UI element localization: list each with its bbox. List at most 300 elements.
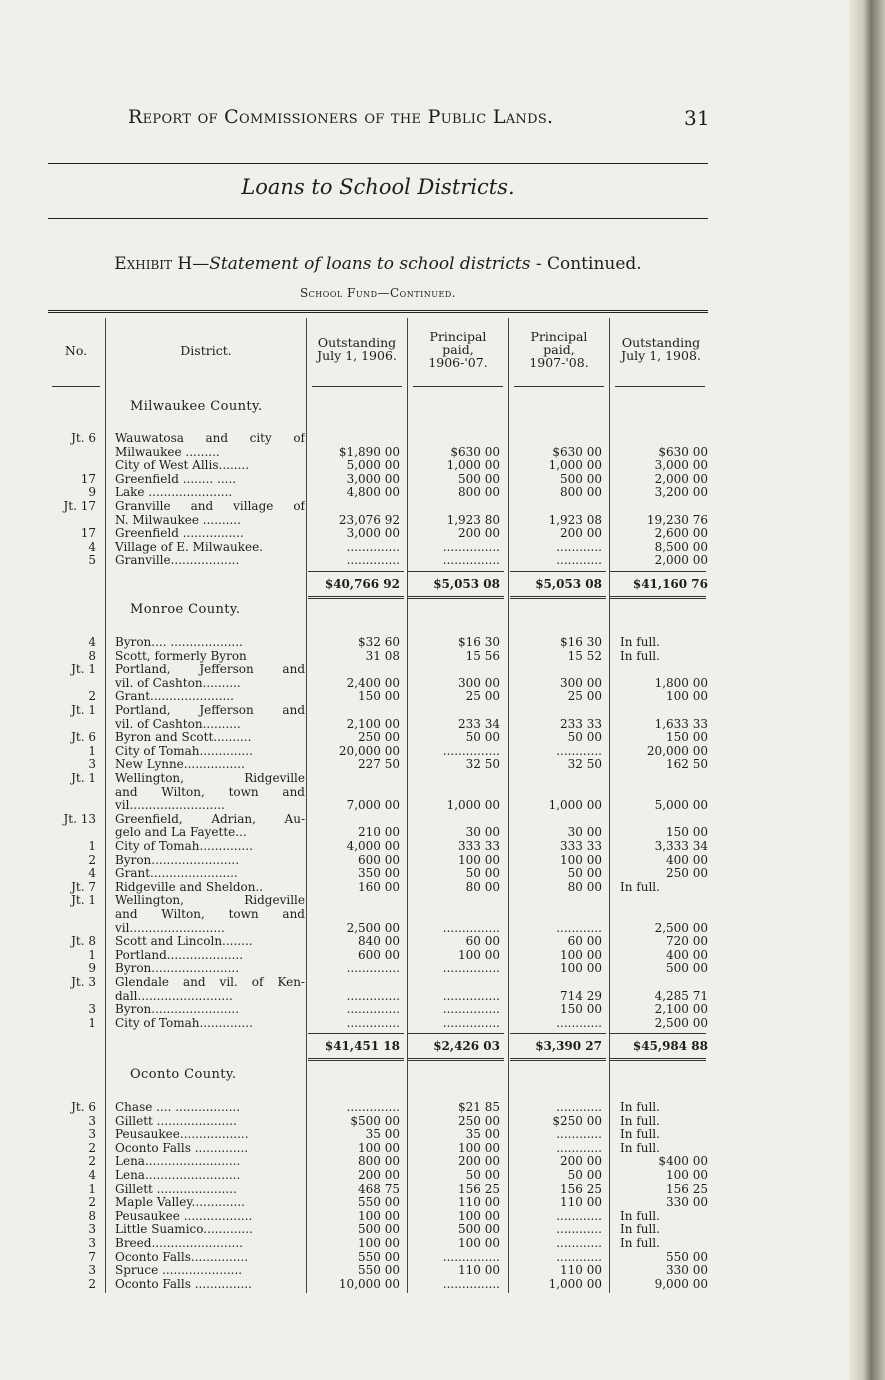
outstanding-1906: $500 00 (350, 1113, 400, 1128)
district-name: Peusaukee .................. (115, 1209, 253, 1223)
outstanding-1908: 330 00 (666, 1263, 708, 1278)
total-paid-1906-07: $2,426 03 (433, 1039, 500, 1054)
district-name: Oconto Falls .............. (115, 1141, 249, 1155)
outstanding-1908: 9,000 00 (654, 1276, 708, 1291)
district-name: Byron....................... (115, 962, 240, 976)
total-double-rule (408, 596, 504, 600)
district-number: 2 (88, 1154, 96, 1169)
section-rule (48, 218, 708, 219)
total-paid-1907-08: $5,053 08 (535, 577, 602, 591)
outstanding-1906: 2,400 00 (346, 675, 400, 690)
district-name: N. Milwaukee .......... (115, 513, 241, 527)
total-outstanding-1906: $41,451 18 (324, 1039, 400, 1054)
principal-paid-1907-08: 1,923 08 (548, 512, 602, 527)
col-header-out-1906: Outstanding July 1, 1906. (317, 335, 397, 363)
district-name: Little Suamico............. (115, 1223, 253, 1237)
outstanding-1908: 400 00 (666, 852, 708, 867)
principal-paid-1907-08: 15 52 (567, 648, 602, 663)
outstanding-1908: In full. (620, 1236, 660, 1250)
outstanding-1908: 3,333 34 (654, 839, 708, 853)
col-header-district: District. (180, 343, 232, 358)
principal-paid-1907-08: ............ (556, 1222, 602, 1237)
principal-paid-1906-07: 60 00 (465, 934, 500, 949)
district-name: Lena......................... (115, 1155, 241, 1169)
outstanding-1908: In full. (620, 879, 660, 894)
outstanding-1908: 2,500 00 (654, 1015, 708, 1030)
total-rule (308, 571, 404, 572)
principal-paid-1906-07: 50 00 (465, 866, 500, 881)
district-number: 1 (88, 1181, 96, 1196)
district-name: Ridgeville and Sheldon.. (115, 880, 264, 894)
total-outstanding-1908: $41,160 76 (632, 577, 708, 591)
outstanding-1908: 3,000 00 (654, 458, 708, 473)
principal-paid-1907-08: $630 00 (552, 444, 602, 459)
outstanding-1908: 330 00 (666, 1195, 708, 1210)
district-number: 5 (88, 553, 96, 568)
principal-paid-1907-08: ............ (556, 1140, 602, 1155)
table-top-rule (48, 310, 708, 315)
principal-paid-1907-08: 800 00 (560, 485, 602, 500)
outstanding-1908: 4,285 71 (654, 988, 708, 1003)
outstanding-1906: 350 00 (358, 866, 400, 881)
outstanding-1908: $630 00 (658, 444, 708, 459)
principal-paid-1907-08: ............ (556, 1249, 602, 1264)
district-name: Scott, formerly Byron (115, 649, 247, 663)
principal-paid-1907-08: 150 00 (560, 1002, 602, 1017)
principal-paid-1906-07: $630 00 (450, 444, 500, 459)
district-name: Wellington, Ridgeville (115, 894, 305, 908)
outstanding-1906: 7,000 00 (346, 798, 400, 813)
col-header-no: No. (64, 343, 88, 358)
outstanding-1906: 100 00 (358, 1236, 400, 1250)
principal-paid-1906-07: $16 30 (458, 635, 500, 649)
outstanding-1908: 5,000 00 (654, 798, 708, 813)
district-number: 4 (88, 866, 96, 881)
outstanding-1908: In full. (620, 1100, 660, 1114)
outstanding-1906: 35 00 (365, 1127, 400, 1142)
district-name: Glendale and vil. of Ken- (115, 976, 305, 989)
district-name: Byron....................... (115, 1003, 240, 1017)
outstanding-1908: 8,500 00 (654, 539, 708, 554)
district-number: Jt. 6 (71, 730, 96, 745)
outstanding-1906: .............. (346, 1002, 400, 1017)
district-number: 7 (88, 1249, 96, 1264)
district-name: vil......................... (115, 921, 225, 935)
district-name: vil. of Cashton.......... (115, 717, 241, 731)
outstanding-1906: .............. (346, 961, 400, 976)
outstanding-1908: 400 00 (666, 947, 708, 962)
district-name: Milwaukee ......... (115, 445, 220, 459)
district-number: 3 (88, 1222, 96, 1237)
column-divider (105, 318, 106, 1293)
district-name: Lena......................... (115, 1169, 241, 1182)
fund-heading: School Fund—Continued. (299, 286, 457, 300)
district-number: Jt. 1 (71, 893, 96, 908)
outstanding-1906: 5,000 00 (346, 458, 400, 473)
running-header (128, 106, 710, 128)
column-divider (306, 318, 307, 1293)
outstanding-1906: 10,000 00 (338, 1276, 400, 1291)
district-name: Gillett ..................... (115, 1114, 237, 1128)
total-outstanding-1908: $45,984 88 (632, 1039, 708, 1054)
total-double-rule (510, 1058, 606, 1062)
district-name: Scott and Lincoln........ (115, 935, 253, 949)
principal-paid-1907-08: ............ (556, 920, 602, 935)
total-double-rule (308, 596, 404, 600)
district-name: New Lynne................ (115, 758, 245, 772)
outstanding-1906: $1,890 00 (338, 444, 400, 459)
principal-paid-1906-07: 156 25 (458, 1181, 500, 1196)
total-paid-1907-08: $3,390 27 (535, 1039, 602, 1054)
district-name: Spruce ..................... (115, 1264, 243, 1278)
outstanding-1906: .............. (346, 553, 400, 568)
principal-paid-1907-08: 200 00 (560, 526, 602, 541)
district-name: Oconto Falls............... (115, 1250, 249, 1264)
outstanding-1906: .............. (346, 1100, 400, 1114)
principal-paid-1907-08: 80 00 (567, 879, 602, 894)
total-double-rule (510, 596, 606, 600)
header-underline (514, 386, 604, 387)
district-name: Byron and Scott.......... (115, 731, 252, 745)
district-number: 3 (88, 1113, 96, 1128)
exhibit-dash: — (192, 254, 210, 274)
outstanding-1906: .............. (346, 988, 400, 1003)
principal-paid-1907-08: 100 00 (560, 961, 602, 976)
principal-paid-1906-07: 1,000 00 (446, 798, 500, 813)
principal-paid-1906-07: 200 00 (458, 526, 500, 541)
district-name: City of Tomah.............. (115, 1016, 253, 1030)
outstanding-1906: 2,100 00 (346, 716, 400, 731)
outstanding-1908: $400 00 (658, 1154, 708, 1169)
district-number: Jt. 6 (71, 1100, 96, 1114)
district-name: Greenfield ........ ..... (115, 472, 237, 486)
outstanding-1906: 4,000 00 (346, 839, 400, 853)
section-title: Loans to School Districts. (241, 175, 515, 199)
principal-paid-1907-08: ............ (556, 743, 602, 758)
district-name: Grant....................... (115, 867, 238, 881)
outstanding-1906: 550 00 (358, 1249, 400, 1264)
total-rule (510, 1033, 606, 1034)
district-number: 2 (88, 852, 96, 867)
outstanding-1908: 250 00 (666, 866, 708, 881)
outstanding-1906: 160 00 (358, 879, 400, 894)
district-name: Wauwatosa and city of (115, 432, 305, 445)
principal-paid-1907-08: 333 33 (560, 839, 602, 853)
outstanding-1906: 4,800 00 (346, 485, 400, 500)
outstanding-1908: In full. (620, 635, 660, 649)
district-number: Jt. 1 (71, 771, 96, 785)
outstanding-1906: 250 00 (358, 730, 400, 745)
outstanding-1908: 150 00 (666, 730, 708, 745)
district-name: Portland, Jefferson and (115, 704, 305, 717)
outstanding-1906: .............. (346, 1015, 400, 1030)
total-rule (610, 571, 706, 572)
principal-paid-1907-08: 25 00 (567, 689, 602, 704)
principal-paid-1907-08: $16 30 (560, 635, 602, 649)
principal-paid-1907-08: ............ (556, 1127, 602, 1142)
district-number: Jt. 7 (71, 879, 96, 894)
district-number: 1 (88, 743, 96, 758)
principal-paid-1906-07: 110 00 (458, 1263, 500, 1278)
principal-paid-1906-07: 500 00 (458, 471, 500, 486)
principal-paid-1906-07: 50 00 (465, 730, 500, 745)
district-name: Breed........................ (115, 1237, 243, 1250)
outstanding-1906: 500 00 (358, 1222, 400, 1237)
district-name: Chase .... ................. (115, 1101, 241, 1114)
district-number: 3 (88, 757, 96, 772)
outstanding-1906: 150 00 (358, 689, 400, 704)
exhibit-heading (48, 254, 708, 274)
header-title: Report of Commissioners of the Public Lands. (128, 106, 554, 128)
outstanding-1906: 31 08 (365, 648, 400, 663)
principal-paid-1907-08: 1,000 00 (548, 1276, 602, 1291)
district-number: 2 (88, 1140, 96, 1155)
total-outstanding-1906: $40,766 92 (324, 577, 400, 591)
total-rule (308, 1033, 404, 1034)
district-number: 8 (88, 648, 96, 663)
outstanding-1908: 550 00 (666, 1249, 708, 1264)
principal-paid-1907-08: 50 00 (567, 866, 602, 881)
total-double-rule (610, 1058, 706, 1062)
district-number: Jt. 13 (63, 811, 96, 826)
outstanding-1908: In full. (620, 1222, 660, 1237)
outstanding-1908: 720 00 (666, 934, 708, 949)
outstanding-1906: 468 75 (358, 1181, 400, 1196)
district-number: Jt. 17 (63, 499, 96, 513)
principal-paid-1906-07: 250 00 (458, 1113, 500, 1128)
principal-paid-1906-07: 500 00 (458, 1222, 500, 1237)
district-number: 4 (88, 635, 96, 649)
district-number: 3 (88, 1127, 96, 1142)
district-number: 1 (88, 839, 96, 853)
principal-paid-1907-08: 500 00 (560, 471, 602, 486)
outstanding-1908: In full. (620, 1208, 660, 1223)
district-number: Jt. 8 (71, 934, 96, 949)
district-name: Village of E. Milwaukee. (115, 540, 263, 554)
principal-paid-1906-07: ............... (442, 961, 500, 976)
column-divider (508, 318, 509, 1293)
outstanding-1908: In full. (620, 1127, 660, 1142)
outstanding-1908: In full. (620, 1140, 660, 1155)
district-number: 9 (88, 961, 96, 976)
total-paid-1906-07: $5,053 08 (433, 577, 500, 591)
county-name: Oconto County. (130, 1067, 237, 1082)
principal-paid-1906-07: 1,923 80 (446, 512, 500, 527)
district-name: City of Tomah.............. (115, 840, 253, 853)
principal-paid-1907-08: 200 00 (560, 1154, 602, 1169)
column-divider (609, 318, 610, 1293)
district-number: Jt. 6 (71, 431, 96, 445)
district-name: Greenfield ................ (115, 527, 244, 541)
principal-paid-1906-07: 100 00 (458, 1140, 500, 1155)
outstanding-1906: 227 50 (358, 757, 400, 772)
outstanding-1906: .............. (346, 539, 400, 554)
principal-paid-1906-07: ............... (442, 1249, 500, 1264)
total-double-rule (308, 1058, 404, 1062)
principal-paid-1906-07: 1,000 00 (446, 458, 500, 473)
principal-paid-1907-08: 156 25 (560, 1181, 602, 1196)
outstanding-1906: 100 00 (358, 1208, 400, 1223)
exhibit-continued: - Continued. (530, 254, 642, 274)
district-name: Granville.................. (115, 554, 240, 568)
outstanding-1906: 2,500 00 (346, 920, 400, 935)
outstanding-1908: 19,230 76 (646, 512, 708, 527)
district-name: vil......................... (115, 799, 225, 813)
principal-paid-1907-08: 110 00 (560, 1195, 602, 1210)
district-name: Gillett ..................... (115, 1182, 237, 1196)
principal-paid-1906-07: 333 33 (458, 839, 500, 853)
principal-paid-1906-07: 32 50 (465, 757, 500, 772)
principal-paid-1907-08: ............ (556, 1100, 602, 1114)
district-number: 2 (88, 689, 96, 704)
header-underline (52, 386, 100, 387)
outstanding-1906: 210 00 (358, 825, 400, 840)
principal-paid-1906-07: 50 00 (465, 1168, 500, 1182)
principal-paid-1907-08: 300 00 (560, 675, 602, 690)
col-header-paid-0708: Principal paid, 1907-'08. (529, 329, 589, 370)
page-number: 31 (683, 106, 710, 130)
principal-paid-1906-07: ............... (442, 553, 500, 568)
outstanding-1906: 600 00 (358, 852, 400, 867)
principal-paid-1907-08: ............ (556, 1236, 602, 1250)
district-number: 4 (88, 1168, 96, 1182)
col-header-out-1908: Outstanding July 1, 1908. (621, 335, 701, 363)
outstanding-1908: 2,000 00 (654, 553, 708, 568)
district-number: 17 (80, 526, 96, 541)
principal-paid-1906-07: ............... (442, 743, 500, 758)
outstanding-1908: 156 25 (666, 1181, 708, 1196)
total-rule (408, 571, 504, 572)
outstanding-1906: 23,076 92 (338, 512, 400, 527)
outstanding-1906: 200 00 (358, 1168, 400, 1182)
total-rule (408, 1033, 504, 1034)
district-name: Oconto Falls ............... (115, 1277, 252, 1291)
outstanding-1906: 550 00 (358, 1195, 400, 1210)
principal-paid-1907-08: ............ (556, 1015, 602, 1030)
principal-paid-1907-08: 60 00 (567, 934, 602, 949)
principal-paid-1907-08: 110 00 (560, 1263, 602, 1278)
district-number: Jt. 1 (71, 662, 96, 677)
outstanding-1908: 150 00 (666, 825, 708, 840)
outstanding-1906: 800 00 (358, 1154, 400, 1169)
total-double-rule (610, 596, 706, 600)
outstanding-1906: 600 00 (358, 947, 400, 962)
principal-paid-1907-08: ............ (556, 553, 602, 568)
district-number: 1 (88, 1015, 96, 1030)
header-underline (615, 386, 705, 387)
header-underline (413, 386, 503, 387)
principal-paid-1907-08: 32 50 (567, 757, 602, 772)
principal-paid-1906-07: 25 00 (465, 689, 500, 704)
district-name: Portland.................... (115, 948, 244, 962)
district-number: 17 (80, 471, 96, 486)
district-number: 1 (88, 947, 96, 962)
principal-paid-1907-08: 1,000 00 (548, 798, 602, 813)
district-number: 2 (88, 1195, 96, 1210)
exhibit-label: Exhibit H (114, 254, 193, 274)
district-name: Portland, Jefferson and (115, 663, 305, 677)
outstanding-1908: In full. (620, 1113, 660, 1128)
county-name: Monroe County. (130, 602, 241, 617)
district-number: 8 (88, 1208, 96, 1223)
principal-paid-1906-07: 30 00 (465, 825, 500, 840)
district-name: Granville and village of (115, 500, 305, 513)
principal-paid-1907-08: $250 00 (552, 1113, 602, 1128)
col-header-paid-0607: Principal paid, 1906-'07. (428, 329, 488, 370)
page-binding-edge (849, 0, 885, 1380)
district-name: Wellington, Ridgeville (115, 772, 305, 785)
principal-paid-1907-08: ............ (556, 539, 602, 554)
exhibit-statement: Statement of loans to school districts (209, 254, 531, 274)
total-double-rule (408, 1058, 504, 1062)
outstanding-1908: 162 50 (666, 757, 708, 772)
outstanding-1908: 2,500 00 (654, 920, 708, 935)
district-name: City of West Allis........ (115, 459, 250, 473)
header-underline (312, 386, 402, 387)
principal-paid-1906-07: ............... (442, 988, 500, 1003)
district-number: 9 (88, 485, 96, 500)
top-rule (48, 163, 708, 164)
outstanding-1906: $32 60 (358, 635, 400, 649)
district-name: and Wilton, town and (115, 785, 305, 799)
principal-paid-1906-07: 35 00 (465, 1127, 500, 1142)
principal-paid-1907-08: 50 00 (567, 730, 602, 745)
principal-paid-1906-07: 15 56 (465, 648, 500, 663)
outstanding-1908: In full. (620, 648, 660, 663)
district-name: and Wilton, town and (115, 908, 305, 921)
total-rule (510, 571, 606, 572)
district-name: Byron.... ................... (115, 636, 243, 649)
district-name: dall......................... (115, 989, 233, 1003)
principal-paid-1907-08: 30 00 (567, 825, 602, 840)
district-number: 3 (88, 1002, 96, 1017)
principal-paid-1906-07: 100 00 (458, 1236, 500, 1250)
column-divider (407, 318, 408, 1293)
principal-paid-1906-07: 100 00 (458, 1208, 500, 1223)
district-name: vil. of Cashton.......... (115, 676, 241, 690)
principal-paid-1906-07: ............... (442, 539, 500, 554)
principal-paid-1906-07: ............... (442, 1015, 500, 1030)
outstanding-1908: 20,000 00 (646, 743, 708, 758)
principal-paid-1906-07: ............... (442, 920, 500, 935)
principal-paid-1906-07: $21 85 (458, 1100, 500, 1114)
district-name: City of Tomah.............. (115, 744, 253, 758)
outstanding-1908: 1,633 33 (654, 716, 708, 731)
principal-paid-1906-07: 80 00 (465, 879, 500, 894)
outstanding-1908: 2,600 00 (654, 526, 708, 541)
outstanding-1908: 2,100 00 (654, 1002, 708, 1017)
district-number: 4 (88, 539, 96, 554)
principal-paid-1906-07: 100 00 (458, 947, 500, 962)
principal-paid-1907-08: 100 00 (560, 947, 602, 962)
district-number: 2 (88, 1276, 96, 1291)
district-name: gelo and La Fayette... (115, 826, 247, 840)
principal-paid-1906-07: 233 34 (458, 716, 500, 731)
district-name: Lake ...................... (115, 486, 233, 500)
principal-paid-1907-08: 100 00 (560, 852, 602, 867)
outstanding-1906: 3,000 00 (346, 526, 400, 541)
principal-paid-1906-07: 100 00 (458, 852, 500, 867)
outstanding-1906: 840 00 (358, 934, 400, 949)
principal-paid-1906-07: 200 00 (458, 1154, 500, 1169)
outstanding-1906: 550 00 (358, 1263, 400, 1278)
principal-paid-1907-08: 233 33 (560, 716, 602, 731)
outstanding-1906: 3,000 00 (346, 471, 400, 486)
principal-paid-1906-07: ............... (442, 1002, 500, 1017)
county-name: Milwaukee County. (130, 399, 263, 414)
principal-paid-1906-07: ............... (442, 1276, 500, 1291)
principal-paid-1907-08: ............ (556, 1208, 602, 1223)
